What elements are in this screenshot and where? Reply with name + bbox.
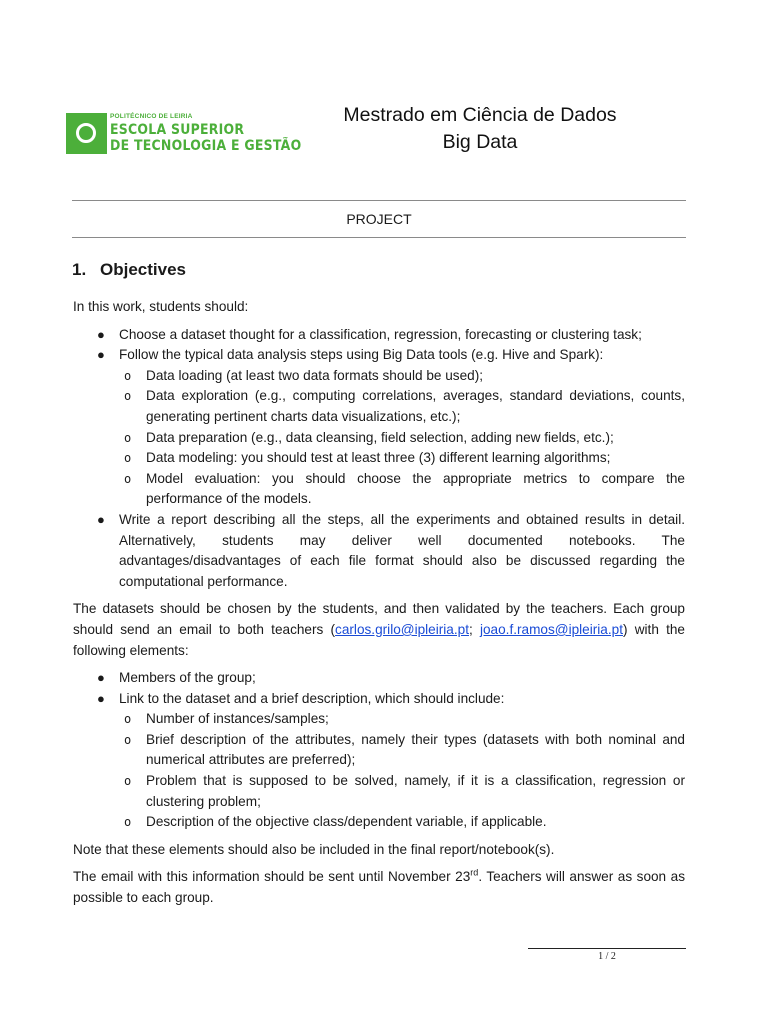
datasets-paragraph: The datasets should be chosen by the students, and then validated by the teachers. Each group should send an email to both teachers (carlos.grilo@ipleiria.pt; joao.f.ramos@ipleiria.pt) with the following elements:: [73, 601, 685, 658]
list-item: ● Follow the typical data analysis steps using Big Data tools (e.g. Hive and Spark): o Data loading (at least two data formats should be used); o Data exploration (e.g., computing correlations, averages, standard deviations, counts, generating pertinent charts data visualizations, etc.); o Data preparation (e.g., data cleansing, field selection, adding new fields, etc.); o Data modeling: you should test at least three (3) different learning algorithms; o Model evaluation: you should choose the appropriate metrics to compare the performance of the models.: [73, 345, 685, 510]
heading-number: 1.: [72, 260, 87, 279]
document-title: Mestrado em Ciência de Dados: [343, 104, 617, 126]
section-label: PROJECT: [346, 211, 412, 227]
elements-list: [73, 668, 685, 833]
list-item: o Model evaluation: you should choose the appropriate metrics to compare the performance of the models.: [124, 470, 685, 507]
note-paragraph: Note that these elements should also be included in the final report/notebook(s).: [73, 841, 555, 857]
list-item: ● Write a report describing all the steps, all the experiments and obtained results in detail. Alternatively, students may deliver well documented notebooks. The advantages/disadvantages of each file format should also be discussed regarding the computational performance.: [97, 511, 685, 589]
list-item: o Data loading (at least two data formats should be used);: [124, 367, 484, 383]
steps-list: [119, 366, 685, 510]
list-item: o Number of instances/samples;: [124, 711, 329, 727]
list-item: ● Members of the group;: [97, 670, 256, 686]
bottom-divider: [72, 237, 686, 238]
list-item: ● Link to the dataset and a brief description, which should include: o Number of instances/samples; o Brief description of the attributes, namely their types (datasets with both nominal and numerical attributes are preferred); o Problem that is supposed to be solved, namely, if it is a classification, regression or clustering problem; o Description of the objective class/dependent variable, if applicable.: [73, 689, 685, 833]
footer-divider: [528, 948, 686, 949]
school-logo: [66, 113, 302, 155]
list-item: o Data modeling: you should test at least three (3) different learning algorithms;: [124, 450, 611, 466]
document-subtitle: Big Data: [442, 131, 518, 153]
list-item: o Problem that is supposed to be solved, namely, if it is a classification, regression or clustering problem;: [124, 773, 685, 809]
objectives-list: [73, 325, 685, 593]
intro-paragraph: In this work, students should:: [73, 299, 249, 314]
logo-mark-icon: [66, 113, 107, 154]
top-divider: [72, 200, 686, 201]
logo-institution: POLITÉCNICO DE LEIRIA: [110, 113, 193, 120]
list-item: ● Choose a dataset thought for a classification, regression, forecasting or clustering task;: [97, 326, 642, 342]
section-heading: [72, 260, 186, 280]
email-link-joao[interactable]: joao.f.ramos@ipleiria.pt: [479, 621, 623, 637]
list-item: o Data preparation (e.g., data cleansing, field selection, adding new fields, etc.);: [124, 429, 614, 445]
logo-school-line1: ESCOLA SUPERIOR: [110, 122, 245, 138]
list-item: o Description of the objective class/dependent variable, if applicable.: [124, 814, 547, 830]
deadline-paragraph: The email with this information should be sent until November 23rd. Teachers will answer as soon as possible to each group.: [73, 867, 685, 906]
logo-school-line2: DE TECNOLOGIA E GESTÃO: [110, 138, 302, 154]
list-item: o Data exploration (e.g., computing correlations, averages, standard deviations, counts, generating pertinent charts data visualizations, etc.);: [124, 388, 685, 424]
heading-text: Objectives: [100, 260, 186, 279]
page-number: 1 / 2: [598, 951, 616, 962]
document-body: [73, 297, 685, 909]
list-item: o Brief description of the attributes, namely their types (datasets with both nominal and numerical attributes are preferred);: [124, 731, 685, 768]
description-items-list: [119, 709, 685, 833]
email-link-carlos[interactable]: carlos.grilo@ipleiria.pt: [335, 621, 469, 637]
